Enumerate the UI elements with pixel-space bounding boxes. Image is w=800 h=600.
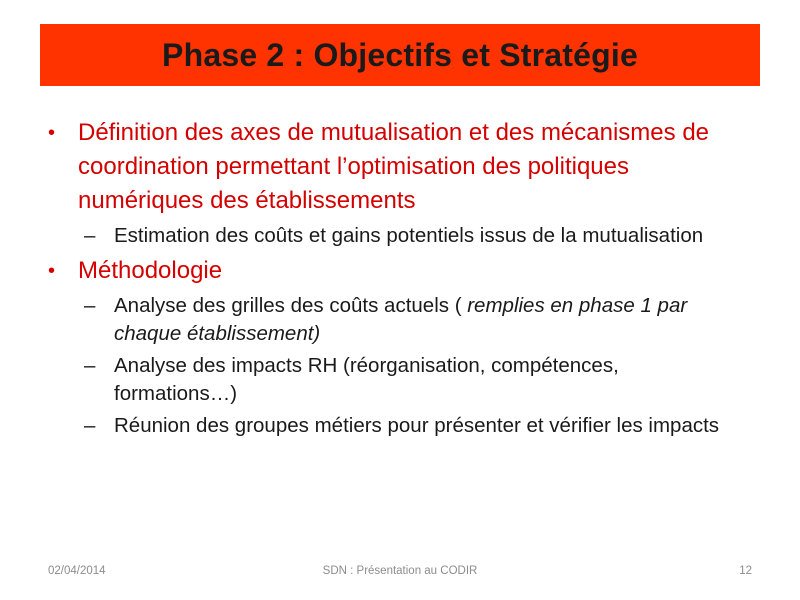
bullet-marker-icon: • bbox=[48, 260, 56, 282]
bullet-methodologie bbox=[42, 254, 732, 288]
slide-content bbox=[42, 116, 732, 444]
footer-page-number: 12 bbox=[739, 565, 752, 577]
dash-marker-icon: – bbox=[84, 354, 96, 377]
footer-center-text: SDN : Présentation au CODIR bbox=[322, 565, 478, 577]
sub-bullet-grilles bbox=[42, 292, 732, 348]
bullet-marker-icon: • bbox=[48, 122, 56, 144]
dash-marker-icon: – bbox=[84, 414, 96, 437]
sub-bullet-italic-text: remplies en phase 1 par chaque établissement) bbox=[114, 294, 688, 345]
title-bar bbox=[40, 24, 760, 86]
sub-bullet-reunion bbox=[42, 412, 732, 440]
dash-marker-icon: – bbox=[84, 294, 96, 317]
sub-bullet-text: Estimation des coûts et gains potentiels issus de la mutualisation bbox=[114, 224, 704, 247]
bullet-definition bbox=[42, 116, 732, 218]
bullet-text: Méthodologie bbox=[78, 257, 223, 284]
sub-bullet-text: Analyse des impacts RH (réorganisation, compétences, formations…) bbox=[114, 354, 619, 405]
sub-bullet-text: Analyse des grilles des coûts actuels ( bbox=[114, 294, 468, 317]
slide-title: Phase 2 : Objectifs et Stratégie bbox=[162, 36, 638, 73]
sub-bullet-estimation bbox=[42, 222, 732, 250]
footer-date: 02/04/2014 bbox=[48, 565, 106, 577]
bullet-text: Définition des axes de mutualisation et des mécanismes de coordination permettant l’optimisation des politiques numériques des établissements bbox=[78, 119, 710, 214]
sub-bullet-impacts-rh bbox=[42, 352, 732, 408]
dash-marker-icon: – bbox=[84, 224, 96, 247]
sub-bullet-text: Réunion des groupes métiers pour présenter et vérifier les impacts bbox=[114, 414, 720, 437]
